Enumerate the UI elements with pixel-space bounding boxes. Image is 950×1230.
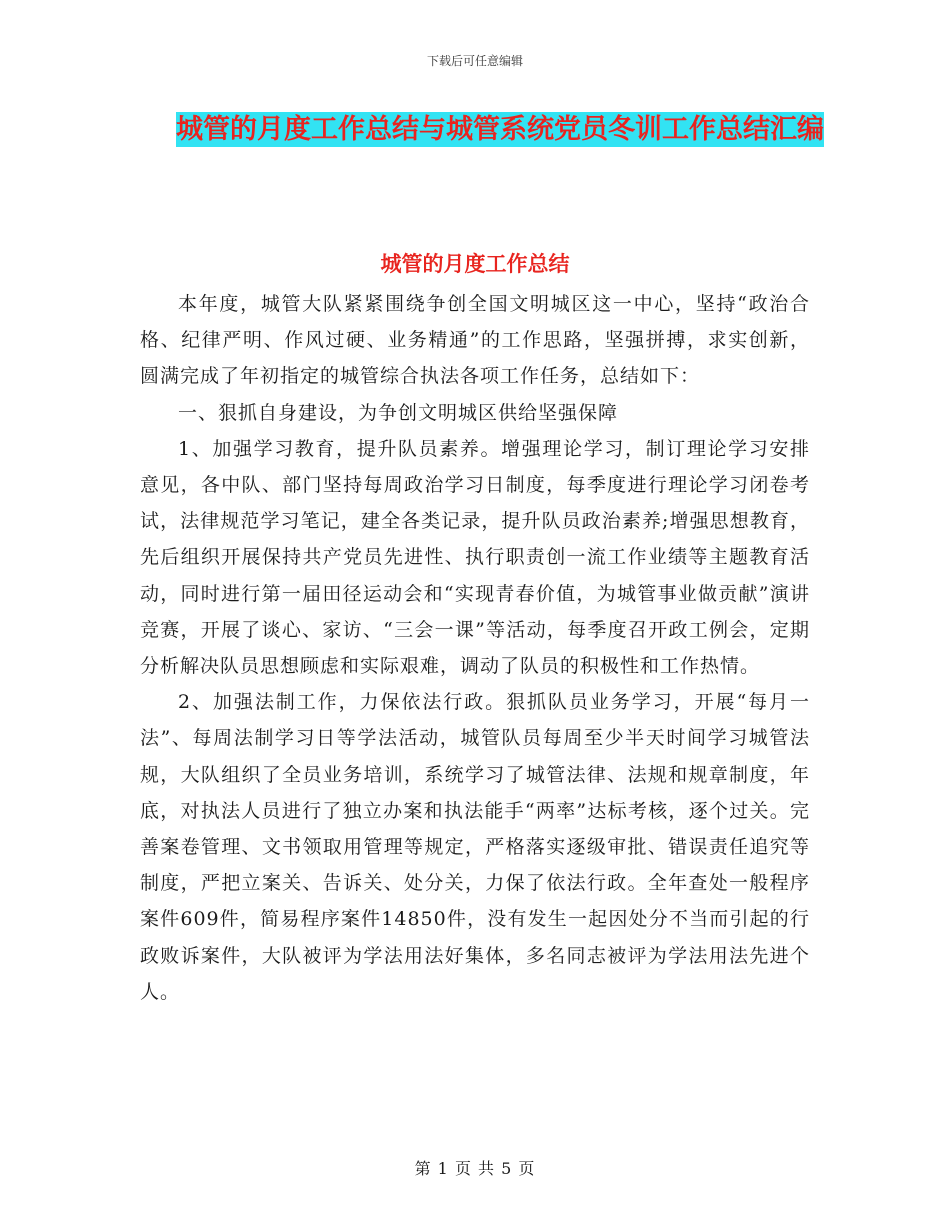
page-number: 第 1 页 共 5 页 bbox=[414, 1159, 536, 1178]
paragraph-item-2: 2、加强法制工作，力保依法行政。狠抓队员业务学习，开展“每月一法”、每周法制学习日等学法活动，城管队员每周至少半天时间学习城管法规，大队组织了全员业务培训，系统学习了城管法律、法规和规章制度，年底，对执法人员进行了独立办案和执法能手“两率”达标考核，逐个过关。完善案卷管理、文书领取用管理等规定，严格落实逐级审批、错误责任追究等制度，严把立案关、告诉关、处分关，力保了依法行政。全年查处一般程序案件609件，简易程序案件14850件，没有发生一起因处分不当而引起的行政败诉案件，大队被评为学法用法好集体，多名同志被评为学法用法先进个人。 bbox=[140, 691, 810, 1003]
header-text: 下载后可任意编辑 bbox=[426, 54, 523, 68]
paragraph-heading-1: 一、狠抓自身建设，为争创文明城区供给坚强保障 bbox=[178, 401, 619, 424]
document-body bbox=[140, 286, 810, 1010]
paragraph-intro: 本年度，城管大队紧紧围绕争创全国文明城区这一中心，坚持“政治合格、纪律严明、作风过硬、业务精通”的工作思路，坚强拼搏，求实创新，圆满完成了年初指定的城管综合执法各项工作任务，总结如下： bbox=[140, 293, 810, 388]
document-title-text: 城管的月度工作总结与城管系统党员冬训工作总结汇编 bbox=[176, 114, 824, 145]
document-title bbox=[150, 108, 850, 152]
page-header bbox=[0, 52, 950, 69]
section-title: 城管的月度工作总结 bbox=[380, 252, 570, 276]
page-footer bbox=[0, 1156, 950, 1179]
paragraph-item-1: 1、加强学习教育，提升队员素养。增强理论学习，制订理论学习安排意见，各中队、部门坚持每周政治学习日制度，每季度进行理论学习闭卷考试，法律规范学习笔记，建全各类记录，提升队员政治素养;增强思想教育，先后组织开展保持共产党员先进性、执行职责创一流工作业绩等主题教育活动，同时进行第一届田径运动会和“实现青春价值，为城管事业做贡献”演讲竞赛，开展了谈心、家访、“三会一课”等活动，每季度召开政工例会，定期分析解决队员思想顾虑和实际艰难，调动了队员的积极性和工作热情。 bbox=[140, 437, 810, 678]
